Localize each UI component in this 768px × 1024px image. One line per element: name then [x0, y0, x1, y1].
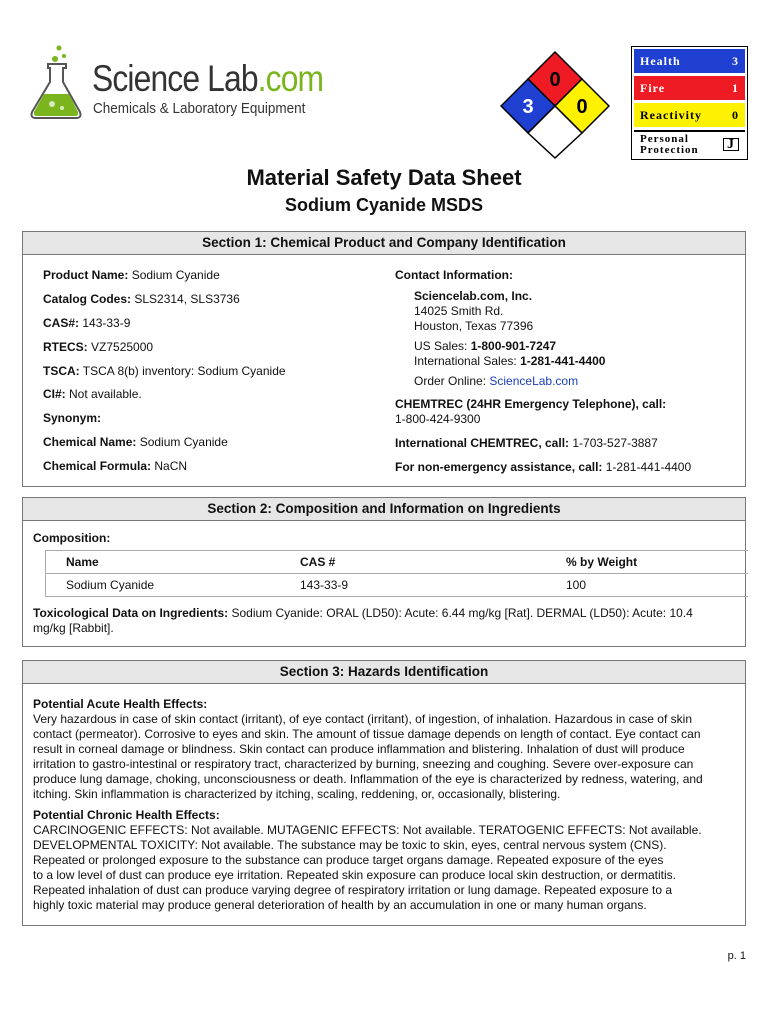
- company-name: Sciencelab.com, Inc.: [414, 289, 533, 303]
- nfpa-reactivity-value: 0: [576, 96, 588, 118]
- table-row: [46, 574, 748, 597]
- acute-line: itching. Skin inflammation is characterized by itching, scaling, reddening, or, occasionally, blistering.: [33, 787, 561, 801]
- field-tsca: TSCA: TSCA 8(b) inventory: Sodium Cyanide: [43, 364, 286, 378]
- hmis-health-row: Health 3: [634, 49, 745, 73]
- acute-line: produce lung damage, choking, unconsciousness or death. Inflammation of the eye is characterized by redness, watering, and: [33, 772, 703, 786]
- nfpa-diamond: [500, 50, 610, 160]
- chronic-line: CARCINOGENIC EFFECTS: Not available. MUTAGENIC EFFECTS: Not available. TERATOGENIC EFFECTS: Not available.: [33, 823, 702, 837]
- chronic-line: Repeated or prolonged exposure to the substance can produce target organs damage. Repeated exposure of the eyes: [33, 853, 664, 867]
- nonemergency-assistance: For non-emergency assistance, call: 1-281-441-4400: [395, 460, 692, 474]
- brand-name: Science Lab.com: [92, 58, 324, 99]
- chemtrec-phone: 1-800-424-9300: [395, 412, 481, 426]
- hmis-protection-row: Personal Protection J: [634, 130, 745, 157]
- intl-chemtrec: International CHEMTREC, call: 1-703-527-3887: [395, 436, 658, 450]
- sciencelab-logo: [22, 44, 322, 124]
- order-online: Order Online: ScienceLab.com: [414, 374, 579, 388]
- hmis-fire-row: Fire 1: [634, 76, 745, 100]
- composition-table: [45, 550, 748, 597]
- field-catalog-codes: Catalog Codes: SLS2314, SLS3736: [43, 292, 240, 306]
- acute-health-effects: [33, 697, 743, 802]
- field-cas: CAS#: 143-33-9: [43, 316, 131, 330]
- composition-label: Composition:: [33, 531, 111, 545]
- brand-tagline: Chemicals & Laboratory Equipment: [93, 100, 306, 117]
- page-subtitle: Sodium Cyanide MSDS: [284, 195, 484, 215]
- cell-weight: 100: [566, 578, 587, 592]
- field-chemical-formula: Chemical Formula: NaCN: [43, 459, 188, 473]
- section-3-heading: Section 3: Hazards Identification: [23, 661, 745, 684]
- acute-line: Very hazardous in case of skin contact (irritant), of eye contact (irritant), of ingestion, of inhalation. Hazardous in case of skin: [33, 712, 692, 726]
- field-rtecs: RTECS: VZ7525000: [43, 340, 154, 354]
- address-line-2: Houston, Texas 77396: [414, 319, 534, 333]
- section-1: [22, 231, 746, 487]
- intl-sales: International Sales: 1-281-441-4400: [414, 354, 606, 368]
- contact-heading: Contact Information:: [395, 268, 513, 282]
- cell-cas: 143-33-9: [300, 578, 349, 592]
- column-header-weight: % by Weight: [566, 555, 638, 569]
- acute-line: irritation to gastro-intestinal or respiratory tract, characterized by burning, sneezing and coughing. Severe over-exposure can: [33, 757, 694, 771]
- toxicological-data: Toxicological Data on Ingredients: Sodium Cyanide: ORAL (LD50): Acute: 6.44 mg/kg [Rat]. DERMAL (LD50): Acute: 10.4 mg/kg [Rabbit].: [33, 606, 693, 635]
- chronic-label: Potential Chronic Health Effects:: [33, 808, 220, 822]
- chronic-line: highly toxic material may produce general deterioration of health by an accumulation in one or many human organs.: [33, 898, 647, 912]
- section-1-heading: Section 1: Chemical Product and Company Identification: [23, 232, 745, 255]
- chemtrec-label: CHEMTREC (24HR Emergency Telephone), call:: [395, 397, 667, 411]
- cell-name: Sodium Cyanide: [66, 578, 155, 592]
- acute-label: Potential Acute Health Effects:: [33, 697, 208, 711]
- page-number: p. 1: [727, 950, 746, 962]
- field-ci: CI#: Not available.: [43, 387, 142, 401]
- acute-line: contact (permeator). Corrosive to eyes and skin. The amount of tissue damage depends on length of contact. Eye contact can: [33, 727, 701, 741]
- nfpa-fire-value: 0: [549, 69, 561, 91]
- field-chemical-name: Chemical Name: Sodium Cyanide: [43, 435, 228, 449]
- hmis-reactivity-row: Reactivity 0: [634, 103, 745, 127]
- chronic-health-effects: [33, 808, 743, 913]
- page-title: Material Safety Data Sheet: [246, 165, 522, 190]
- section-2: [22, 497, 746, 647]
- chronic-line: Repeated inhalation of dust can produce varying degree of respiratory irritation or lung damage. Repeated exposure to a: [33, 883, 673, 897]
- section-3: [22, 660, 746, 926]
- flask-icon: [22, 44, 88, 124]
- column-header-name: Name: [66, 555, 99, 569]
- field-product-name: Product Name: Sodium Cyanide: [43, 268, 220, 282]
- acute-line: result in corneal damage or blindness. Skin contact can produce inflammation and blistering. Inhalation of dust will produce: [33, 742, 685, 756]
- chronic-line: to a low level of dust can produce eye irritation. Repeated skin exposure can produce local skin destruction, or dermatitis.: [33, 868, 677, 882]
- table-header-row: [46, 551, 748, 574]
- section-2-heading: Section 2: Composition and Information on Ingredients: [23, 498, 745, 521]
- order-online-link[interactable]: ScienceLab.com: [489, 374, 579, 388]
- field-synonym: Synonym:: [43, 411, 102, 425]
- us-sales: US Sales: 1-800-901-7247: [414, 339, 557, 353]
- chronic-line: DEVELOPMENTAL TOXICITY: Not available. The substance may be toxic to skin, eyes, central nervous system (CNS).: [33, 838, 667, 852]
- hmis-rating-box: [631, 46, 748, 160]
- nfpa-health-value: 3: [522, 96, 534, 118]
- column-header-cas: CAS #: [300, 555, 336, 569]
- address-line-1: 14025 Smith Rd.: [414, 304, 504, 318]
